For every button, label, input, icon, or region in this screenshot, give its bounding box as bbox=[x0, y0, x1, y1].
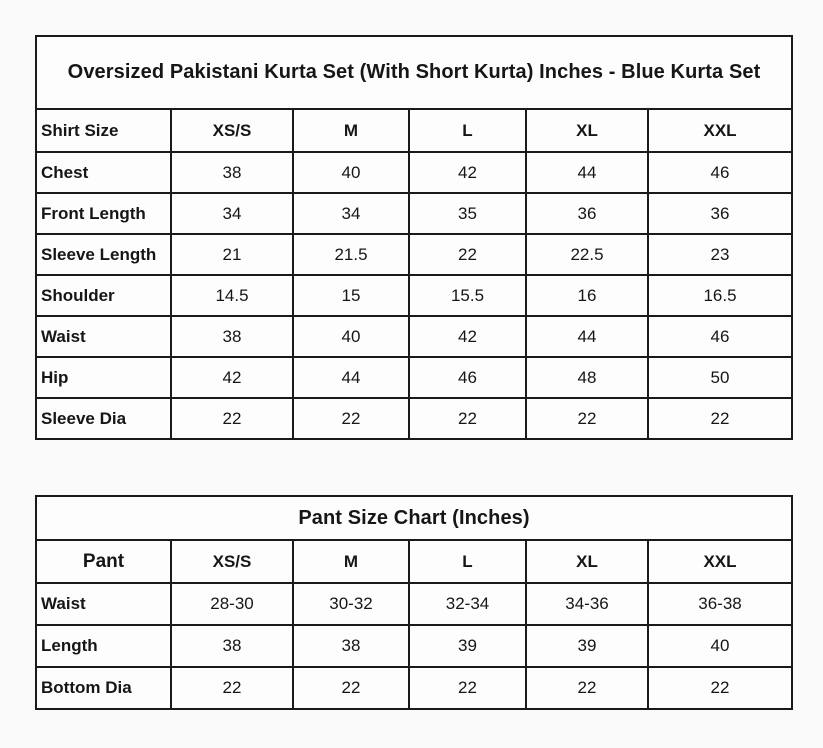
value-cell: 22 bbox=[648, 667, 792, 709]
value-cell: 22 bbox=[293, 398, 409, 439]
table-row-hip bbox=[36, 357, 792, 398]
header-xl: XL bbox=[526, 109, 648, 152]
table-row-sleeve-dia bbox=[36, 398, 792, 439]
header-m: M bbox=[293, 540, 409, 583]
value-cell: 22.5 bbox=[526, 234, 648, 275]
value-cell: 46 bbox=[648, 316, 792, 357]
row-label: Chest bbox=[36, 152, 171, 193]
shirt-table-header-row bbox=[36, 109, 792, 152]
value-cell: 22 bbox=[409, 667, 526, 709]
row-label: Sleeve Dia bbox=[36, 398, 171, 439]
value-cell: 35 bbox=[409, 193, 526, 234]
value-cell: 48 bbox=[526, 357, 648, 398]
table-row-chest bbox=[36, 152, 792, 193]
value-cell: 44 bbox=[526, 152, 648, 193]
table-row-sleeve-length bbox=[36, 234, 792, 275]
value-cell: 32-34 bbox=[409, 583, 526, 625]
value-cell: 22 bbox=[171, 667, 293, 709]
header-pant: Pant bbox=[36, 540, 171, 583]
value-cell: 38 bbox=[171, 316, 293, 357]
table-row-shoulder bbox=[36, 275, 792, 316]
value-cell: 22 bbox=[409, 234, 526, 275]
row-label: Front Length bbox=[36, 193, 171, 234]
pant-table-title: Pant Size Chart (Inches) bbox=[36, 496, 792, 540]
row-label: Waist bbox=[36, 583, 171, 625]
value-cell: 39 bbox=[409, 625, 526, 667]
value-cell: 40 bbox=[648, 625, 792, 667]
table-row-pant-waist bbox=[36, 583, 792, 625]
value-cell: 22 bbox=[409, 398, 526, 439]
header-xxl: XXL bbox=[648, 540, 792, 583]
value-cell: 42 bbox=[409, 152, 526, 193]
header-l: L bbox=[409, 109, 526, 152]
table-row-front-length bbox=[36, 193, 792, 234]
value-cell: 16 bbox=[526, 275, 648, 316]
value-cell: 40 bbox=[293, 316, 409, 357]
value-cell: 36 bbox=[648, 193, 792, 234]
value-cell: 44 bbox=[526, 316, 648, 357]
pant-table-header-row bbox=[36, 540, 792, 583]
value-cell: 42 bbox=[171, 357, 293, 398]
value-cell: 42 bbox=[409, 316, 526, 357]
header-m: M bbox=[293, 109, 409, 152]
value-cell: 44 bbox=[293, 357, 409, 398]
value-cell: 40 bbox=[293, 152, 409, 193]
value-cell: 30-32 bbox=[293, 583, 409, 625]
value-cell: 16.5 bbox=[648, 275, 792, 316]
header-shirt-size: Shirt Size bbox=[36, 109, 171, 152]
value-cell: 36 bbox=[526, 193, 648, 234]
value-cell: 23 bbox=[648, 234, 792, 275]
value-cell: 38 bbox=[293, 625, 409, 667]
header-xs-s: XS/S bbox=[171, 540, 293, 583]
table-row-pant-length bbox=[36, 625, 792, 667]
value-cell: 50 bbox=[648, 357, 792, 398]
value-cell: 22 bbox=[648, 398, 792, 439]
value-cell: 15 bbox=[293, 275, 409, 316]
value-cell: 34-36 bbox=[526, 583, 648, 625]
value-cell: 46 bbox=[648, 152, 792, 193]
value-cell: 36-38 bbox=[648, 583, 792, 625]
shirt-table-title: Oversized Pakistani Kurta Set (With Short Kurta) Inches - Blue Kurta Set bbox=[36, 36, 792, 109]
value-cell: 22 bbox=[526, 398, 648, 439]
value-cell: 38 bbox=[171, 625, 293, 667]
value-cell: 28-30 bbox=[171, 583, 293, 625]
row-label: Hip bbox=[36, 357, 171, 398]
value-cell: 34 bbox=[293, 193, 409, 234]
pant-size-table bbox=[35, 495, 793, 710]
row-label: Shoulder bbox=[36, 275, 171, 316]
table-row-waist bbox=[36, 316, 792, 357]
value-cell: 14.5 bbox=[171, 275, 293, 316]
pant-table-title-row bbox=[36, 496, 792, 540]
row-label: Bottom Dia bbox=[36, 667, 171, 709]
table-row-bottom-dia bbox=[36, 667, 792, 709]
value-cell: 34 bbox=[171, 193, 293, 234]
value-cell: 21.5 bbox=[293, 234, 409, 275]
value-cell: 21 bbox=[171, 234, 293, 275]
value-cell: 22 bbox=[526, 667, 648, 709]
value-cell: 38 bbox=[171, 152, 293, 193]
shirt-size-table bbox=[35, 35, 793, 440]
value-cell: 22 bbox=[171, 398, 293, 439]
row-label: Waist bbox=[36, 316, 171, 357]
header-xl: XL bbox=[526, 540, 648, 583]
value-cell: 15.5 bbox=[409, 275, 526, 316]
value-cell: 46 bbox=[409, 357, 526, 398]
value-cell: 22 bbox=[293, 667, 409, 709]
header-xs-s: XS/S bbox=[171, 109, 293, 152]
value-cell: 39 bbox=[526, 625, 648, 667]
shirt-table-title-row bbox=[36, 36, 792, 109]
row-label: Length bbox=[36, 625, 171, 667]
header-xxl: XXL bbox=[648, 109, 792, 152]
row-label: Sleeve Length bbox=[36, 234, 171, 275]
header-l: L bbox=[409, 540, 526, 583]
